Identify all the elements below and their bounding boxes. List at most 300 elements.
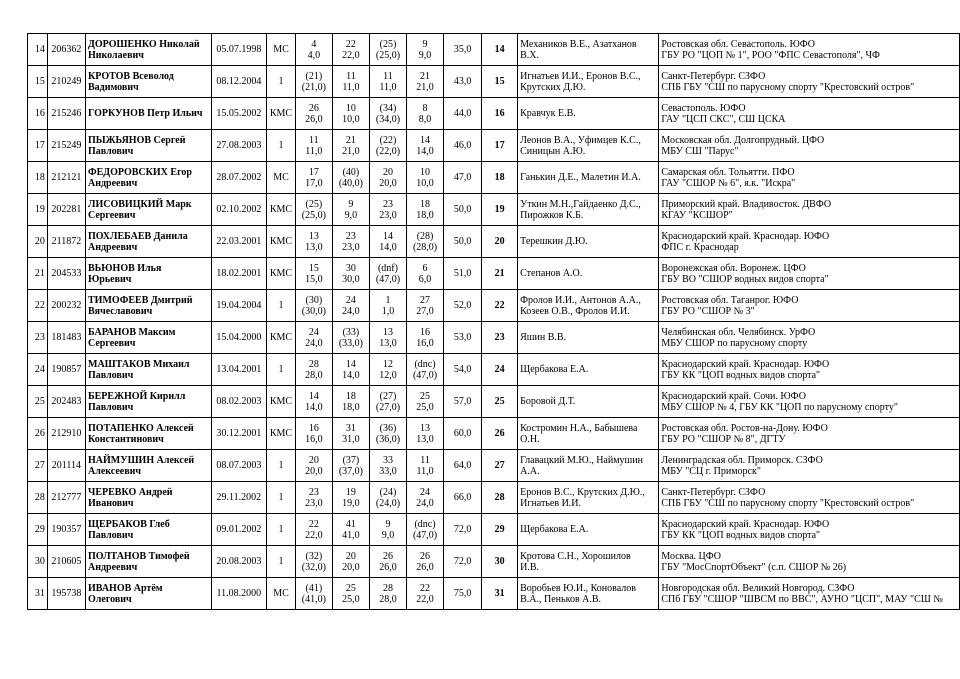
sport-rank-cell (267, 578, 296, 610)
table-row (28, 386, 960, 418)
race-2-cell (332, 514, 369, 546)
race-1-place: 15 (308, 262, 319, 274)
sail-id-cell (47, 130, 85, 162)
race-4-points: (47,0) (412, 529, 438, 541)
race-4-cell (407, 418, 444, 450)
row-number-cell (28, 578, 48, 610)
table-row (28, 34, 960, 66)
sport-rank: КМС (269, 396, 293, 407)
final-place: 31 (494, 588, 505, 599)
athlete-surname-name: ИВАНОВ Артём (88, 582, 163, 594)
race-3-place: (34) (379, 102, 397, 114)
final-place-cell (482, 546, 518, 578)
row-number-cell (28, 290, 48, 322)
coach-line-2: Пирожков К.Б. (520, 209, 584, 221)
race-1-cell (295, 34, 332, 66)
athlete-name-cell (86, 386, 212, 418)
race-4-points: 6,0 (418, 273, 432, 285)
race-2-points: (37,0) (338, 465, 363, 477)
race-3-points: (34,0) (375, 113, 401, 125)
race-2-points: 19,0 (342, 497, 360, 509)
final-place: 25 (494, 396, 505, 407)
race-1-cell (295, 354, 332, 386)
birth-date-cell (211, 418, 267, 450)
race-1-place: (41) (305, 582, 323, 594)
birth-date-cell (211, 194, 267, 226)
race-3-points: 26,0 (379, 561, 397, 573)
sport-rank-cell (267, 290, 296, 322)
sail-id: 215249 (51, 140, 82, 151)
athlete-surname-name: МАШТАКОВ Михаил (88, 358, 190, 370)
sport-rank: 1 (278, 460, 284, 471)
race-2-cell (332, 290, 369, 322)
total-points-cell (444, 514, 482, 546)
race-4-points: 9,0 (418, 49, 432, 61)
race-4-place: 6 (422, 262, 428, 274)
table-row (28, 162, 960, 194)
race-3-place: 33 (382, 454, 393, 466)
athlete-patronymic: Андреевич (88, 561, 138, 573)
region-line-2: МБУ СШ "Парус" (661, 145, 739, 157)
race-2-points: 23,0 (342, 241, 360, 253)
athlete-surname-name: ЛИСОВИЦКИЙ Марк (88, 198, 192, 210)
row-number: 31 (34, 588, 45, 599)
total-points: 44,0 (453, 108, 472, 119)
race-3-cell (369, 34, 406, 66)
race-4-cell (407, 386, 444, 418)
race-3-cell (369, 514, 406, 546)
athlete-surname-name: НАЙМУШИН Алексей (88, 454, 195, 466)
race-4-place: 8 (422, 102, 428, 114)
race-4-place: 26 (420, 550, 431, 562)
race-2-place: 23 (345, 230, 356, 242)
coach-cell (518, 290, 659, 322)
row-number-cell (28, 354, 48, 386)
sport-rank: КМС (269, 204, 293, 215)
race-3-points: 20,0 (379, 177, 397, 189)
race-2-points: (33,0) (338, 337, 363, 349)
total-points-cell (444, 418, 482, 450)
race-3-points: (24,0) (375, 497, 401, 509)
row-number: 25 (34, 396, 45, 407)
row-number-cell (28, 482, 48, 514)
race-2-place: 18 (345, 390, 356, 402)
coach-line-2: В.А., Пеньков А.В. (520, 593, 602, 605)
race-2-cell (332, 162, 369, 194)
race-2-cell (332, 546, 369, 578)
coach-cell (518, 418, 659, 450)
final-place-cell (482, 194, 518, 226)
athlete-name-cell (86, 482, 212, 514)
sport-rank-cell (267, 514, 296, 546)
race-4-place: 21 (420, 70, 431, 82)
race-3-place: 11 (383, 70, 393, 82)
birth-date: 02.10.2002 (216, 204, 262, 215)
race-3-points: (47,0) (375, 273, 401, 285)
coach-cell (518, 546, 659, 578)
region-cell (659, 290, 960, 322)
sail-id-cell (47, 386, 85, 418)
sail-id: 211872 (51, 236, 82, 247)
athlete-name-cell (86, 162, 212, 194)
sport-rank: 1 (278, 300, 284, 311)
region-line-1: Приморский край. Владивосток. ДВФО (661, 198, 832, 210)
total-points: 72,0 (453, 556, 472, 567)
race-2-points: 21,0 (342, 145, 360, 157)
table-row (28, 418, 960, 450)
row-number: 23 (34, 332, 45, 343)
birth-date-cell (211, 450, 267, 482)
sail-id-cell (47, 514, 85, 546)
coach-line-2: Козеев О.В., Фролов И.И. (520, 305, 630, 317)
total-points-cell (444, 450, 482, 482)
final-place: 22 (494, 300, 505, 311)
total-points: 50,0 (453, 236, 472, 247)
coach-line-1: Терешкин Д.Ю. (520, 236, 588, 247)
total-points: 53,0 (453, 332, 472, 343)
birth-date-cell (211, 482, 267, 514)
region-line-2: КГАУ "КСШОР" (661, 209, 733, 221)
final-place: 20 (494, 236, 505, 247)
coach-line-1: Степанов А.О. (520, 268, 583, 279)
sail-id: 206362 (51, 44, 82, 55)
athlete-surname-name: ПОЛТАНОВ Тимофей (88, 550, 190, 562)
race-3-points: (27,0) (375, 401, 401, 413)
coach-line-2: И.В. (520, 561, 540, 573)
total-points: 66,0 (453, 492, 472, 503)
region-line-1: Воронежская обл. Воронеж. ЦФО (661, 262, 806, 274)
race-1-cell (295, 66, 332, 98)
athlete-patronymic: Алексеевич (88, 465, 142, 477)
sport-rank-cell (267, 66, 296, 98)
race-2-points: (40,0) (338, 177, 363, 189)
region-line-2: ГБУ "МосСпортОбъект" (с.п. СШОР № 26) (661, 561, 847, 573)
race-3-place: 14 (382, 230, 393, 242)
sail-id: 210249 (51, 76, 82, 87)
region-line-2: ГБУ РО "СШОР № 3" (661, 305, 755, 317)
final-place-cell (482, 290, 518, 322)
table-row (28, 578, 960, 610)
final-place-cell (482, 162, 518, 194)
birth-date: 11.08.2000 (216, 588, 262, 599)
race-3-cell (369, 226, 406, 258)
race-1-cell (295, 418, 332, 450)
coach-cell (518, 354, 659, 386)
total-points-cell (444, 130, 482, 162)
race-4-place: 16 (420, 326, 431, 338)
race-1-points: 4,0 (307, 49, 321, 61)
race-4-place: 24 (420, 486, 431, 498)
row-number-cell (28, 418, 48, 450)
race-1-place: 17 (308, 166, 319, 178)
final-place-cell (482, 226, 518, 258)
sail-id-cell (47, 322, 85, 354)
race-1-cell (295, 258, 332, 290)
race-3-place: 26 (382, 550, 393, 562)
race-4-cell (407, 354, 444, 386)
region-cell (659, 418, 960, 450)
region-line-1: Севастополь. ЮФО (661, 102, 746, 114)
race-4-points: 21,0 (416, 81, 434, 93)
race-2-place: 20 (345, 550, 356, 562)
race-4-cell (407, 66, 444, 98)
race-4-cell (407, 546, 444, 578)
region-line-2: ГБУ РО "ЦОП № 1", РОО "ФПС Севастополя", ЧФ (661, 49, 880, 61)
race-4-place: 9 (422, 38, 428, 50)
race-4-place: 18 (420, 198, 431, 210)
row-number: 15 (34, 76, 45, 87)
birth-date: 05.07.1998 (216, 44, 262, 55)
region-cell (659, 194, 960, 226)
race-1-cell (295, 226, 332, 258)
race-1-points: 22,0 (305, 529, 323, 541)
athlete-name-cell (86, 578, 212, 610)
final-place: 15 (494, 76, 505, 87)
sport-rank: КМС (269, 428, 293, 439)
race-4-place: 27 (420, 294, 431, 306)
region-line-1: Москва. ЦФО (661, 550, 722, 562)
sport-rank: 1 (278, 556, 284, 567)
race-2-points: 20,0 (342, 561, 360, 573)
race-1-place: 28 (308, 358, 319, 370)
birth-date: 15.04.2000 (216, 332, 262, 343)
race-4-points: 25,0 (416, 401, 434, 413)
athlete-patronymic: Андреевич (88, 177, 138, 189)
region-cell (659, 514, 960, 546)
coach-line-1: Еронов В.С., Крутских Д.Ю., (520, 486, 645, 498)
birth-date-cell (211, 322, 267, 354)
athlete-name-cell (86, 354, 212, 386)
race-2-cell (332, 130, 369, 162)
race-3-cell (369, 450, 406, 482)
birth-date-cell (211, 162, 267, 194)
race-1-place: 26 (308, 102, 319, 114)
coach-cell (518, 66, 659, 98)
results-rows (28, 34, 960, 610)
sail-id-cell (47, 194, 85, 226)
total-points: 46,0 (453, 140, 472, 151)
row-number: 27 (34, 460, 45, 471)
birth-date-cell (211, 34, 267, 66)
sail-id: 210605 (51, 556, 82, 567)
race-2-cell (332, 418, 369, 450)
region-line-1: Московская обл. Долгопрудный. ЦФО (661, 134, 825, 146)
race-1-points: 11,0 (305, 145, 323, 157)
sail-id: 202483 (51, 396, 82, 407)
race-4-points: (28,0) (412, 241, 438, 253)
table-row (28, 546, 960, 578)
sail-id-cell (47, 162, 85, 194)
table-row (28, 194, 960, 226)
sail-id: 190357 (51, 524, 82, 535)
race-3-points: 33,0 (379, 465, 397, 477)
table-row (28, 450, 960, 482)
sail-id: 195738 (51, 588, 82, 599)
race-1-place: 13 (308, 230, 319, 242)
total-points-cell (444, 162, 482, 194)
region-cell (659, 98, 960, 130)
race-3-points: (25,0) (375, 49, 401, 61)
total-points-cell (444, 482, 482, 514)
race-4-points: 27,0 (416, 305, 434, 317)
sail-id-cell (47, 66, 85, 98)
race-1-place: 14 (308, 390, 319, 402)
race-4-points: 22,0 (416, 593, 434, 605)
coach-cell (518, 386, 659, 418)
coach-cell (518, 226, 659, 258)
birth-date: 28.07.2002 (216, 172, 262, 183)
final-place: 28 (494, 492, 505, 503)
race-1-points: (32,0) (301, 561, 326, 573)
final-place: 30 (494, 556, 505, 567)
athlete-name-cell (86, 258, 212, 290)
coach-line-1: Воробьев Ю.И., Коновалов (520, 582, 636, 594)
birth-date: 08.07.2003 (216, 460, 262, 471)
athlete-name-cell (86, 514, 212, 546)
sail-id: 212777 (51, 492, 82, 503)
birth-date: 27.08.2003 (216, 140, 262, 151)
total-points-cell (444, 98, 482, 130)
race-1-cell (295, 514, 332, 546)
race-3-cell (369, 98, 406, 130)
total-points-cell (444, 322, 482, 354)
race-1-cell (295, 386, 332, 418)
race-2-cell (332, 322, 369, 354)
race-2-cell (332, 66, 369, 98)
sport-rank: МС (273, 44, 289, 55)
coach-line-1: Игнатьев И.И., Еронов В.С., (520, 70, 641, 82)
final-place-cell (482, 34, 518, 66)
row-number: 19 (34, 204, 45, 215)
race-1-points: (41,0) (301, 593, 326, 605)
race-1-points: 23,0 (305, 497, 323, 509)
total-points: 47,0 (453, 172, 472, 183)
race-4-points: 8,0 (418, 113, 432, 125)
race-2-place: 14 (345, 358, 356, 370)
race-1-points: 13,0 (305, 241, 323, 253)
race-2-place: (40) (342, 166, 360, 178)
race-2-place: 31 (345, 422, 356, 434)
sport-rank: МС (273, 172, 289, 183)
race-3-points: (36,0) (375, 433, 401, 445)
athlete-patronymic: Павлович (88, 369, 134, 381)
athlete-patronymic: Сергеевич (88, 209, 136, 221)
total-points: 54,0 (453, 364, 472, 375)
row-number-cell (28, 130, 48, 162)
final-place-cell (482, 130, 518, 162)
sail-id: 181483 (51, 332, 82, 343)
row-number: 21 (34, 268, 45, 279)
race-3-cell (369, 322, 406, 354)
birth-date: 30.12.2001 (216, 428, 262, 439)
race-1-place: 23 (308, 486, 319, 498)
race-2-points: 41,0 (342, 529, 360, 541)
race-3-place: (dnf) (377, 262, 398, 274)
race-1-place: (30) (305, 294, 323, 306)
birth-date-cell (211, 130, 267, 162)
region-line-1: Самарская обл. Тольятти. ПФО (661, 166, 795, 178)
final-place: 21 (494, 268, 505, 279)
birth-date-cell (211, 354, 267, 386)
race-2-place: 25 (345, 582, 356, 594)
athlete-name-cell (86, 98, 212, 130)
athlete-patronymic: Сергеевич (88, 337, 136, 349)
sail-id-cell (47, 258, 85, 290)
coach-line-2: В.Х. (520, 49, 540, 61)
final-place-cell (482, 578, 518, 610)
birth-date: 15.05.2002 (216, 108, 262, 119)
sport-rank-cell (267, 34, 296, 66)
race-2-place: 9 (348, 198, 354, 210)
region-cell (659, 450, 960, 482)
race-4-cell (407, 258, 444, 290)
race-4-cell (407, 34, 444, 66)
total-points-cell (444, 66, 482, 98)
race-4-place: (28) (416, 230, 434, 242)
birth-date-cell (211, 226, 267, 258)
race-3-place: 1 (385, 294, 391, 306)
final-place-cell (482, 322, 518, 354)
final-place: 16 (494, 108, 505, 119)
race-4-points: 14,0 (416, 145, 434, 157)
race-1-cell (295, 130, 332, 162)
final-place-cell (482, 450, 518, 482)
race-4-place: 14 (420, 134, 431, 146)
row-number: 29 (34, 524, 45, 535)
race-3-cell (369, 578, 406, 610)
region-line-2: СПБ ГБУ "СШ по парусному спорту "Крестовский остров" (661, 81, 915, 93)
birth-date: 13.04.2001 (216, 364, 262, 375)
race-4-cell (407, 162, 444, 194)
row-number-cell (28, 322, 48, 354)
final-place: 17 (494, 140, 505, 151)
athlete-name-cell (86, 194, 212, 226)
race-4-points: 16,0 (416, 337, 434, 349)
race-3-place: 12 (382, 358, 393, 370)
race-3-place: 9 (385, 518, 391, 530)
sport-rank: МС (273, 588, 289, 599)
final-place-cell (482, 514, 518, 546)
race-1-points: 24,0 (305, 337, 323, 349)
race-1-points: 20,0 (305, 465, 323, 477)
total-points-cell (444, 34, 482, 66)
athlete-surname-name: ВЬЮНОВ Илья (88, 262, 162, 274)
race-2-place: 19 (345, 486, 356, 498)
sport-rank: 1 (278, 76, 284, 87)
race-4-place: 13 (420, 422, 431, 434)
athlete-name-cell (86, 450, 212, 482)
race-1-points: 26,0 (305, 113, 323, 125)
race-3-cell (369, 290, 406, 322)
coach-line-1: Главацкий М.Ю., Наймушин (520, 454, 643, 466)
row-number-cell (28, 450, 48, 482)
sail-id: 190857 (51, 364, 82, 375)
birth-date: 18.02.2001 (216, 268, 262, 279)
athlete-patronymic: Павлович (88, 529, 134, 541)
sail-id-cell (47, 450, 85, 482)
athlete-patronymic: Вадимович (88, 81, 139, 93)
athlete-patronymic: Вячеславович (88, 305, 153, 317)
table-row (28, 226, 960, 258)
coach-line-1: Яшин В.В. (520, 332, 567, 343)
race-4-cell (407, 194, 444, 226)
coach-line-1: Щербакова Е.А. (520, 524, 589, 535)
region-line-1: Ростовская обл. Севастополь. ЮФО (661, 38, 815, 50)
sport-rank: КМС (269, 268, 293, 279)
birth-date-cell (211, 514, 267, 546)
coach-line-2: Игнатьев И.И. (520, 497, 582, 509)
final-place-cell (482, 98, 518, 130)
